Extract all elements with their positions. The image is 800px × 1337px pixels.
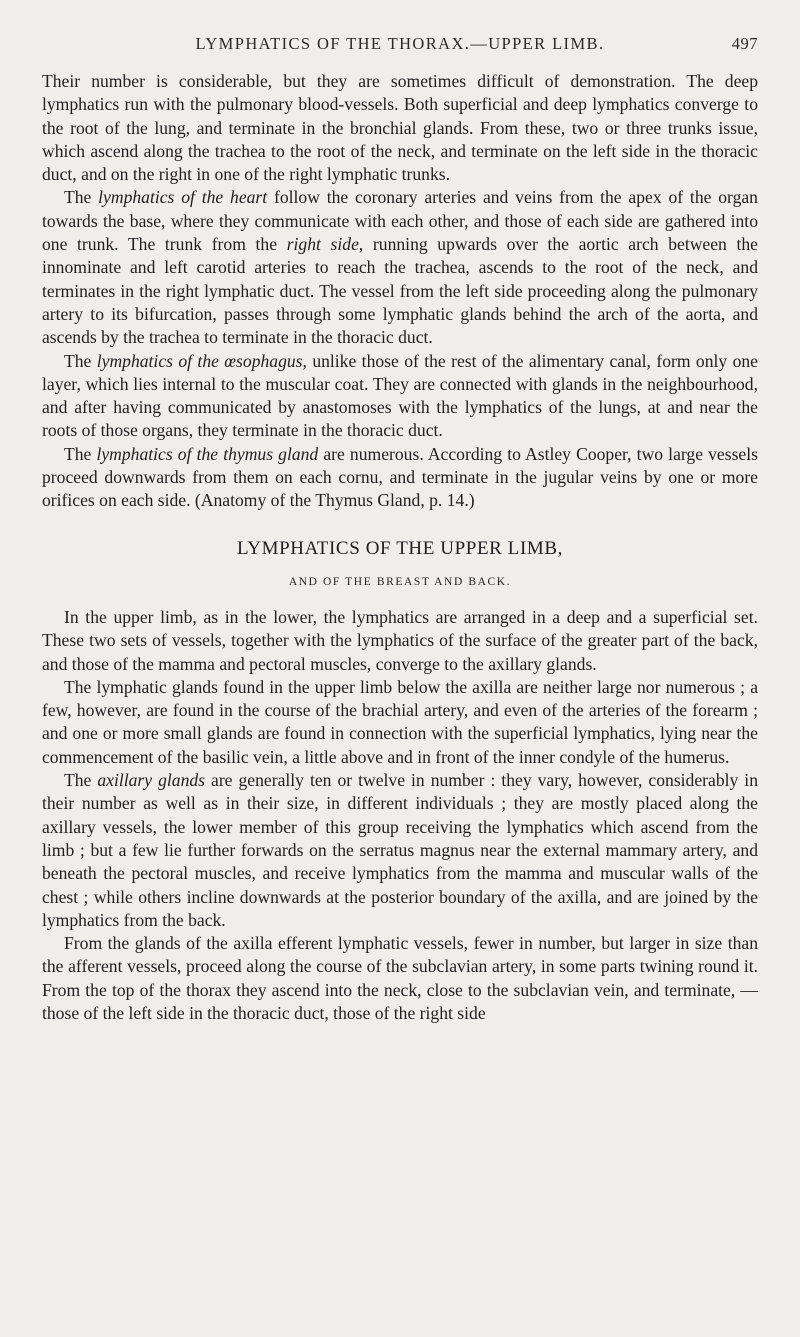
text-run: The [64, 770, 98, 791]
section-title: LYMPHATICS OF THE UPPER LIMB, [236, 537, 564, 559]
text-run: follow the coronary arteries and veins from the apex of the organ towards the base, where they communicate with each other, and those of each side are gathered into one trunk. The trunk from the [42, 187, 758, 255]
text-run: are numerous. According to Astley Cooper, two large vessels proceed downwards from them on each cornu, and terminate in the jugular veins by one or more orifices on each side. (Anatomy of the Thymus Gland, p. 14.) [42, 443, 758, 511]
text-run: The [64, 187, 99, 208]
running-head [42, 34, 758, 58]
text-run: The [64, 443, 97, 464]
paragraph [42, 350, 758, 443]
text-run: The [64, 350, 97, 371]
text-run: The lymphatic glands found in the upper limb below the axilla are neither large nor numerous ; a few, however, are found in the course of the brachial artery, and even of the arteries of the forearm ; and one or more small glands are found in connection with the superficial lymphatics, lying near the commencement of the basilic vein, a little above and in front of the inner condyle of the humerus. [42, 676, 758, 767]
text-run: From the glands of the axilla efferent lymphatic vessels, fewer in number, but larger in size than the afferent vessels, proceed along the course of the subclavian artery, in some parts twining round it. From the top of the thorax they ascend into the neck, close to the subclavian vein, and terminate, —those of the left side in the thoracic duct, those of the right side [42, 933, 758, 1023]
paragraph [42, 932, 758, 1025]
italic-term: lymphatics of the thymus gland [96, 443, 319, 464]
italic-term: right side [286, 234, 359, 255]
top-paragraphs [42, 70, 758, 513]
section-subtitle: AND OF THE BREAST AND BACK. [288, 575, 512, 588]
paragraph [42, 70, 758, 186]
text-run: , unlike those of the rest of the alimentary canal, form only one layer, which lies internal to the muscular coat. They are connected with glands in the neighbourhood, and after having communicated by anastomoses with the lymphatics of the lungs, at and near the roots of those organs, they terminate in the thoracic duct. [42, 350, 758, 441]
paragraph [42, 676, 758, 769]
bottom-paragraphs [42, 606, 758, 1025]
italic-term: axillary glands [97, 770, 206, 791]
body-text [42, 70, 758, 1025]
page-number: 497 [731, 34, 758, 53]
running-title: LYMPHATICS OF THE THORAX.—UPPER LIMB. [195, 34, 605, 53]
italic-term: lymphatics of the heart [98, 187, 268, 208]
italic-term: lymphatics of the œsophagus [96, 350, 303, 371]
text-run: Their number is considerable, but they are sometimes difficult of demonstration. The deep lymphatics run with the pulmonary blood-vessels. Both superficial and deep lymphatics converge to the root of the lung, and terminate in the bronchial glands. From these, two or three trunks issue, which ascend along the trachea to the root of the neck, and terminate on the left side in the thoracic duct, and on the right in one of the right lymphatic trunks. [42, 71, 758, 185]
text-run: In the upper limb, as in the lower, the lymphatics are arranged in a deep and a superficial set. These two sets of vessels, together with the lymphatics of the surface of the greater part of the back, and those of the mamma and pectoral muscles, converge to the axillary glands. [42, 606, 758, 674]
paragraph [42, 186, 758, 349]
paragraph [42, 769, 758, 932]
text-run: are generally ten or twelve in number : they vary, however, considerably in their number as well as in their size, in different individuals ; they are mostly placed along the axillary vessels, the lower member of this group receiving the lymphatics which ascend from the limb ; but a few lie further forwards on the serratus magnus near the external mammary artery, and beneath the pectoral muscles, and receive lymphatics from the mamma and muscular walls of the chest ; while others incline downwards at the posterior boundary of the axilla, and are joined by the lymphatics from the back. [42, 770, 758, 930]
paragraph [42, 443, 758, 513]
paragraph [42, 606, 758, 676]
text-run: , running upwards over the aortic arch between the innominate and left carotid arteries to reach the trachea, ascends to the root of the neck, and terminates in the right lymphatic duct. The vessel from the left side proceeding along the pulmonary artery to its bifurcation, passes through some lymphatic glands behind the arch of the aorta, and ascends by the trachea to terminate in the thoracic duct. [42, 234, 758, 348]
